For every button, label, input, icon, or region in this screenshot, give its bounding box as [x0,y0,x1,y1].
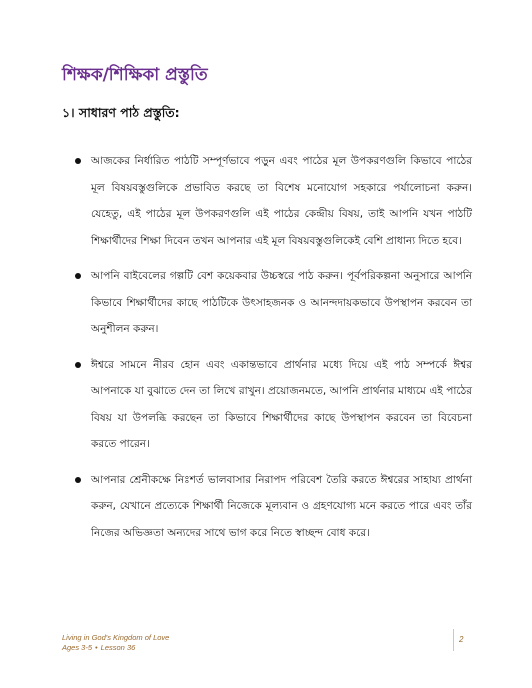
bullet-text-3: ঈশ্বরে সামনে নীরব হোন এবং একান্তভাবে প্রার্থনার মধ্যে দিয়ে এই পাঠ সম্পর্কে ঈশ্বর আপনাকে যা বুঝাতে দেন তা লিখে রাখুন। প্রয়োজনমতে, আপনি প্রার্থনার মাধ্যমে এই পাঠের বিষয় যা উপলব্ধি করছেন তা কিভাবে শিক্ষার্থীদের কাছে উপস্থাপন করবেন তা বিবেচনা করতে পারেন। [91,358,472,450]
footer-lesson-line [62,643,169,653]
bullet-item-3 [62,352,472,458]
bullet-text-2: আপনি বাইবেলের গল্পটি বেশ কয়েকবার উচ্চস্বরে পাঠ করুন। পূর্বপরিকল্পনা অনুসারে আপনি কিভাবে শিক্ষার্থীদের কাছে পাঠটিকে উৎসাহজনক ও আনন্দদায়কভাবে উপস্থাপন করবেন তা অনুশীলন করুন। [91,270,472,335]
bullet-point-icon [75,158,81,164]
bullet-text-1: আজকের নির্ধারিত পাঠটি সম্পূর্ণভাবে পড়ুন এবং পাঠের মূল উপকরণগুলি কিভাবে পাঠের মূল বিষয়বস্তুগুলিকে প্রভাবিত করছে তা বিশেষ মনোযোগ সহকারে পর্যালোচনা করুন। যেহেতু, এই পাঠের মূল উপকরণগুলি এই পাঠের কেন্দ্রীয় বিষয়, তাই আপনি যখন পাঠটি শিক্ষার্থীদের শিক্ষা দিবেন তখন আপনার এই মূল বিষয়বস্তুগুলিকেই বেশি প্রাধান্য দিতে হবে। [91,155,472,247]
bullet-item-1 [62,148,472,254]
bullet-item-2 [62,263,472,343]
footer-book-info [62,633,169,653]
bullet-item-4 [62,467,472,547]
footer-divider [453,629,454,651]
bullet-text-4: আপনার শ্রেনীকক্ষে নিঃশর্ত ভালবাসার নিরাপদ পরিবেশ তৈরি করতে ঈশ্বরের সাহায্য প্রার্থনা করুন, যেখানে প্রত্যেকে শিক্ষার্থী নিজেকে মূল্যবান ও গ্রহণযোগ্য মনে করতে পারে এবং তাঁর নিজের অভিজ্ঞতা অন্যদের সাথে ভাগ করে নিতে স্বাচ্ছন্দ বোধ করে। [91,473,472,539]
page-number: 2 [459,635,464,644]
preparation-bullet-list [62,148,472,555]
page-title: শিক্ষক/শিক্ষিকা প্রস্তুতি [62,65,208,85]
footer-separator: • [95,643,98,652]
footer-book-title: Living in God's Kingdom of Love [62,633,170,642]
bullet-point-icon [75,273,81,279]
footer-ages: Ages 3-5 [62,643,93,652]
section-heading: ১। সাধারণ পাঠ প্রস্তুতি: [62,105,180,120]
bullet-point-icon [75,477,81,483]
bullet-point-icon [75,362,81,368]
footer-lesson: Lesson 36 [100,643,136,652]
